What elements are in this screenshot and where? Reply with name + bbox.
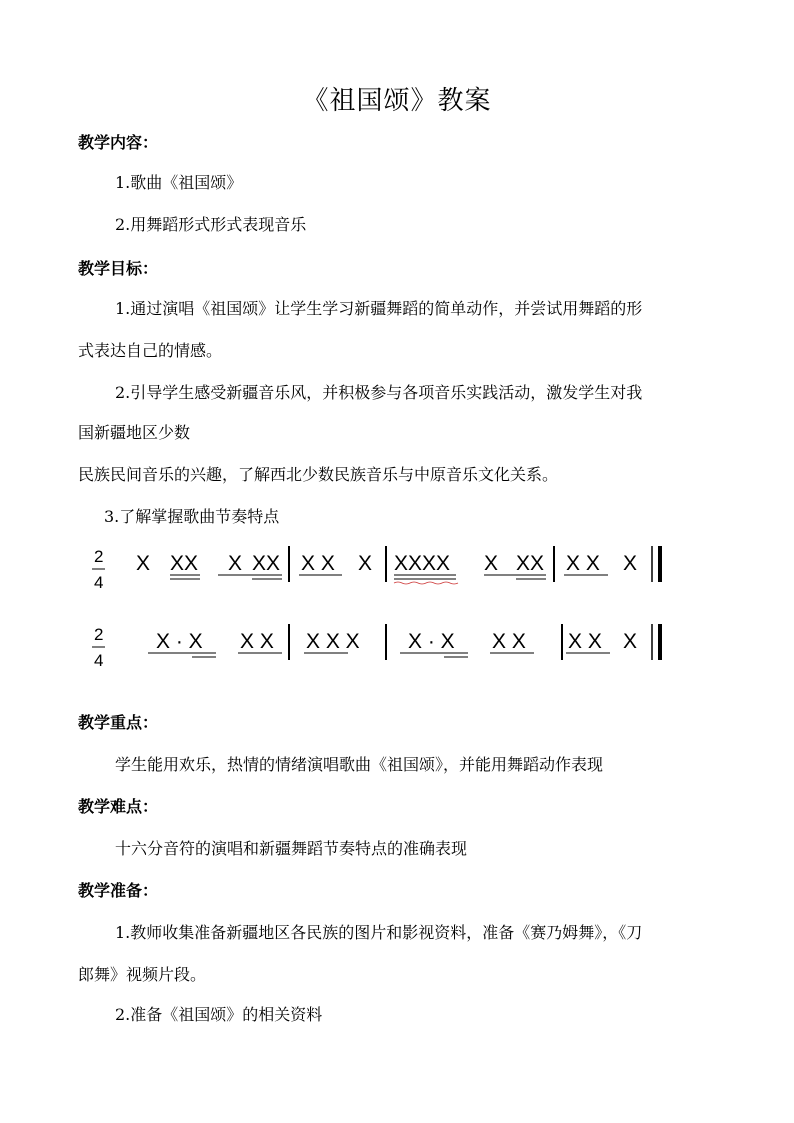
rhythm-note: X X — [492, 630, 526, 653]
rhythm-row-1 — [88, 540, 688, 600]
prep-1-line-2: 郎舞》视频片段。 — [78, 965, 207, 984]
rhythm-note: X · X — [408, 630, 455, 653]
goal-2-line-3: 民族民间音乐的兴趣，了解西北少数民族音乐与中原音乐文化关系。 — [78, 465, 559, 484]
heading-teaching-goals: 教学目标： — [78, 259, 159, 278]
prep-2: 2.准备《祖国颂》的相关资料 — [115, 1005, 323, 1024]
goal-3: 3.了解掌握歌曲节奏特点 — [104, 507, 280, 526]
rhythm-note: X — [136, 552, 151, 575]
rhythm-note: X X — [566, 552, 600, 575]
rhythm-note: XX — [170, 552, 199, 575]
goal-1-line-2: 式表达自己的情感。 — [78, 341, 223, 360]
difficulties-text: 十六分音符的演唱和新疆舞蹈节奏特点的准确表现 — [115, 839, 468, 858]
document-title: 《祖国颂》教案 — [302, 86, 492, 116]
time-signature-bottom: 4 — [94, 573, 104, 592]
rhythm-note: X — [623, 552, 638, 575]
time-signature-top: 2 — [94, 625, 104, 644]
heading-difficulties: 教学难点： — [78, 797, 159, 816]
rhythm-note: XX — [252, 552, 281, 575]
time-signature-top: 2 — [94, 547, 104, 566]
rhythm-note: X X — [240, 630, 274, 653]
content-item-1: 1.歌曲《祖国颂》 — [115, 173, 243, 192]
rhythm-note: X · X — [156, 630, 203, 653]
rhythm-note: X — [623, 630, 638, 653]
key-points-text: 学生能用欢乐，热情的情绪演唱歌曲《祖国颂》，并能用舞蹈动作表现 — [115, 755, 604, 774]
rhythm-note: X X X — [306, 630, 360, 653]
rhythm-note: XXXX — [394, 552, 451, 575]
rhythm-note: XX — [516, 552, 545, 575]
rhythm-note: X X — [301, 552, 335, 575]
heading-preparation: 教学准备： — [78, 881, 159, 900]
heading-key-points: 教学重点： — [78, 713, 159, 732]
content-item-2: 2.用舞蹈形式形式表现音乐 — [115, 215, 307, 234]
goal-2-line-1: 2.引导学生感受新疆音乐风，并积极参与各项音乐实践活动，激发学生对我 — [115, 383, 643, 402]
rhythm-note: X — [228, 552, 243, 575]
heading-teaching-content: 教学内容： — [78, 133, 159, 152]
prep-1-line-1: 1.教师收集准备新疆地区各民族的图片和影视资料，准备《赛乃姆舞》，《刀 — [115, 923, 643, 942]
rhythm-row-2 — [88, 618, 688, 678]
goal-2-line-2: 国新疆地区少数 — [78, 423, 191, 442]
rhythm-note: X X — [568, 630, 602, 653]
time-signature-bottom: 4 — [94, 651, 104, 670]
rhythm-note: X — [358, 552, 373, 575]
rhythm-note: X — [484, 552, 499, 575]
goal-1-line-1: 1.通过演唱《祖国颂》让学生学习新疆舞蹈的简单动作，并尝试用舞蹈的形 — [115, 299, 643, 318]
